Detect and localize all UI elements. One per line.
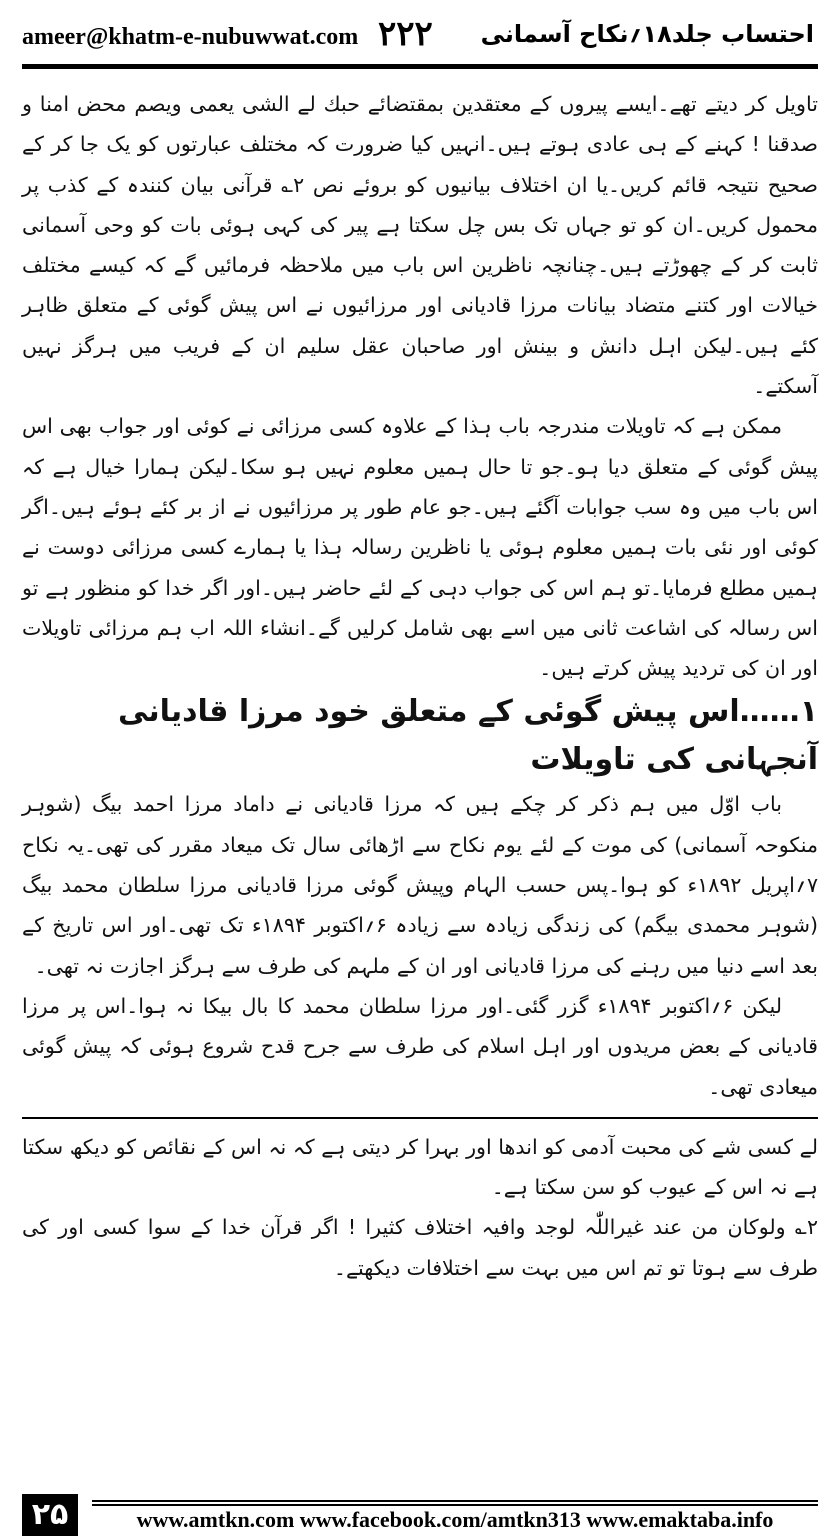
page-footer (0, 1494, 840, 1540)
footnote-divider (22, 1117, 818, 1119)
paragraph-1: تاویل کر دیتے تھے۔ایسے پیروں کے معتقدین بمقتضائے حبك لے الشی یعمی ویصم محض امنا و صدقنا ! کہنے کے ہی عادی ہوتے ہیں۔انہیں کیا ضرورت کہ مختلف عبارتوں کو یک جا کر کے صحیح نتیجہ قائم کریں۔یا ان اختلاف بیانیوں کو بروئے نص ۲؎ قرآنی بیان کنندہ کے کذب پر محمول کریں۔ان کو تو جہاں تک بس چل سکتا ہے پیر کی کہی ہوئی بات کو وحی آسمانی ثابت کر کے چھوڑتے ہیں۔چنانچہ ناظرین اس باب میں ملاحظہ فرمائیں گے کہ کیسے مختلف خیالات اور کتنے متضاد بیانات مرزا قادیانی اور مرزائیوں نے اس پیش گوئی کے متعلق ظاہر کئے ہیں۔لیکن اہل دانش و بینش اور صاحبان عقل سلیم ان کے فریب میں ہرگز نہیں آسکتے۔ (22, 92, 818, 399)
footnote-1: لے کسی شے کی محبت آدمی کو اندھا اور بہرا کر دیتی ہے کہ نہ اس کے نقائص کو دیکھ سکتا ہے نہ اس کے عیوب کو سن سکتا ہے۔ (22, 1134, 818, 1200)
footer-page-number: ۲۵ (22, 1494, 78, 1536)
header-rule (22, 64, 818, 69)
section-heading: ۱……اس پیش گوئی کے متعلق خود مرزا قادیانی آنجہانی کی تاویلات (117, 694, 818, 778)
footer-links: www.amtkn.com www.facebook.com/amtkn313 www.emaktaba.info (136, 1507, 774, 1532)
footer-rule-bottom (92, 1504, 818, 1506)
footer-rule-top (92, 1500, 818, 1502)
page-header (0, 0, 840, 66)
header-book-title: احتساب جلد۱۸؍نکاح آسمانی (480, 20, 814, 48)
page-body (22, 84, 818, 1288)
header-email: ameer@khatm-e-nubuwwat.com (22, 24, 359, 50)
paragraph-3: باب اوّل میں ہم ذکر کر چکے ہیں کہ مرزا قادیانی نے داماد مرزا احمد بیگ (شوہر منکوحہ آسمانی) کی موت کے لئے یوم نکاح سے اڑھائی سال تک میعاد مقرر کی تھی۔یہ نکاح ۷؍اپریل ۱۸۹۲ء کو ہوا۔پس حسب الہام وپیش گوئی مرزا قادیانی مرزا سلطان محمد بیگ (شوہر محمدی بیگم) کی زندگی زیادہ سے زیادہ ۶؍اکتوبر ۱۸۹۴ء تک تھی۔اور اس تاریخ کے بعد اسے دنیا میں رہنے کی مرزا قادیانی اور ان کے ملہم کی طرف سے ہرگز اجازت نہ تھی۔ (22, 792, 818, 978)
footnote-2: ۲؎ ولوکان من عند غیراللّٰہ لوجد وافیہ اختلاف کثیرا ! اگر قرآن خدا کے سوا کسی اور کی طرف سے ہوتا تو تم اس میں بہت سے اختلافات دیکھتے۔ (22, 1215, 818, 1280)
paragraph-4: لیکن ۶؍اکتوبر ۱۸۹۴ء گزر گئی۔اور مرزا سلطان محمد کا بال بیکا نہ ہوا۔اس پر مرزا قادیانی کے بعض مریدوں اور اہل اسلام کی طرف سے جرح قدح شروع ہوئی کہ پیش گوئی میعادی تھی۔ (22, 993, 818, 1099)
header-page-number: ۲۲۲ (378, 16, 433, 53)
paragraph-2: ممکن ہے کہ تاویلات مندرجہ باب ہذا کے علاوہ کسی مرزائی نے کوئی اور جواب بھی اس پیش گوئی کے متعلق دیا ہو۔جو تا حال ہمیں معلوم نہیں ہو سکا۔لیکن ہمارا خیال ہے کہ اس باب میں وہ سب جوابات آگئے ہیں۔جو عام طور پر مرزائیوں نے از بر کئے ہوئے ہیں۔اگر کوئی اور نئی بات ہمیں معلوم ہوئی یا ناظرین رسالہ ہذا یا ہمارے کسی مرزائی دوست نے ہمیں مطلع فرمایا۔تو ہم اس کی جواب دہی کے لئے حاضر ہیں۔اور اگر خدا کو منظور ہے تو اس رسالہ کی اشاعت ثانی میں اسے بھی شامل کرلیں گے۔انشاء اللہ اب ہم مرزائی تاویلات اور ان کی تردید پیش کرتے ہیں۔ (22, 414, 818, 681)
